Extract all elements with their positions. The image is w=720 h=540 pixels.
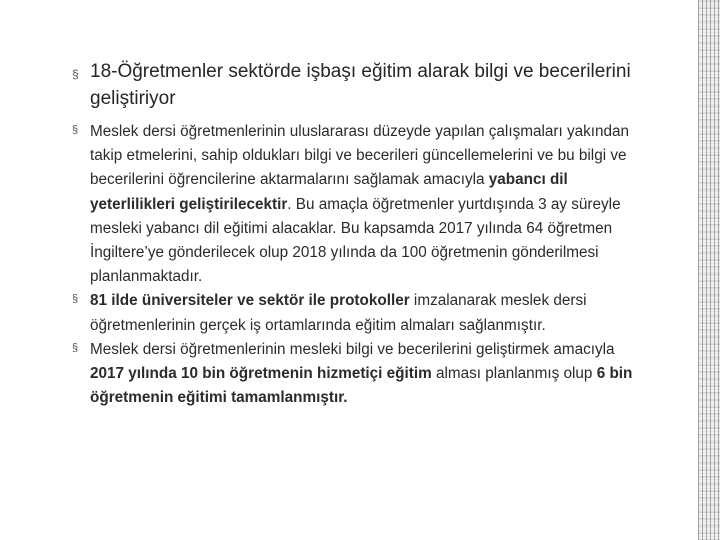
bullet-icon: § bbox=[72, 124, 79, 136]
paragraph-text bbox=[90, 289, 650, 337]
paragraph-inservice-training bbox=[70, 338, 650, 411]
heading-bullet-item bbox=[70, 58, 650, 112]
bullet-icon: § bbox=[72, 67, 79, 81]
text-segment: Meslek dersi öğretmenlerinin uluslararası düzeyde yapılan çalışmaları yakından takip etmelerini, sahip oldukları bilgi ve becerileri güncellemelerini ve bu bilgi ve becerilerini öğrencilerine aktarmalarını sağlamak amacıyla bbox=[90, 123, 630, 189]
bold-text-segment: 6 bin öğretmenin eğitimi tamamlanmıştır. bbox=[90, 365, 633, 407]
text-segment: imzalanarak meslek dersi öğretmenlerinin gerçek iş ortamlarında eğitim almaları sağlanmıştır. bbox=[90, 292, 587, 334]
slide-content bbox=[70, 58, 650, 410]
bold-text-segment: 2017 yılında 10 bin öğretmenin hizmetiçi eğitim bbox=[90, 365, 432, 383]
paragraph-university-protocols bbox=[70, 289, 650, 337]
slide-heading: 18-Öğretmenler sektörde işbaşı eğitim alarak bilgi ve becerilerini geliştiriyor bbox=[90, 61, 631, 109]
text-segment: Meslek dersi öğretmenlerinin mesleki bilgi ve becerilerini geliştirmek amacıyla bbox=[90, 340, 615, 358]
text-segment: . Bu amaçla öğretmenler yurtdışında 3 ay süreyle mesleki yabancı dil eğitimi alacaklar. Bu kapsamda 2017 yılında 64 öğretmen İngiltere’ye gönderilecek olup 2018 yılında da 100 öğretmenin gönderilmesi planlanmaktadır. bbox=[90, 195, 621, 286]
paragraph-text bbox=[90, 120, 650, 289]
decorative-side-texture bbox=[698, 0, 720, 540]
bullet-icon: § bbox=[72, 293, 79, 306]
paragraph-foreign-language-training bbox=[70, 120, 650, 289]
bold-text-segment: yabancı dil yeterlilikleri geliştirilecektir bbox=[90, 171, 568, 213]
text-segment: alması planlanmış olup bbox=[431, 365, 597, 383]
paragraph-text bbox=[90, 338, 650, 411]
bullet-icon: § bbox=[72, 341, 79, 354]
bold-text-segment: 81 ilde üniversiteler ve sektör ile protokoller bbox=[90, 292, 410, 310]
